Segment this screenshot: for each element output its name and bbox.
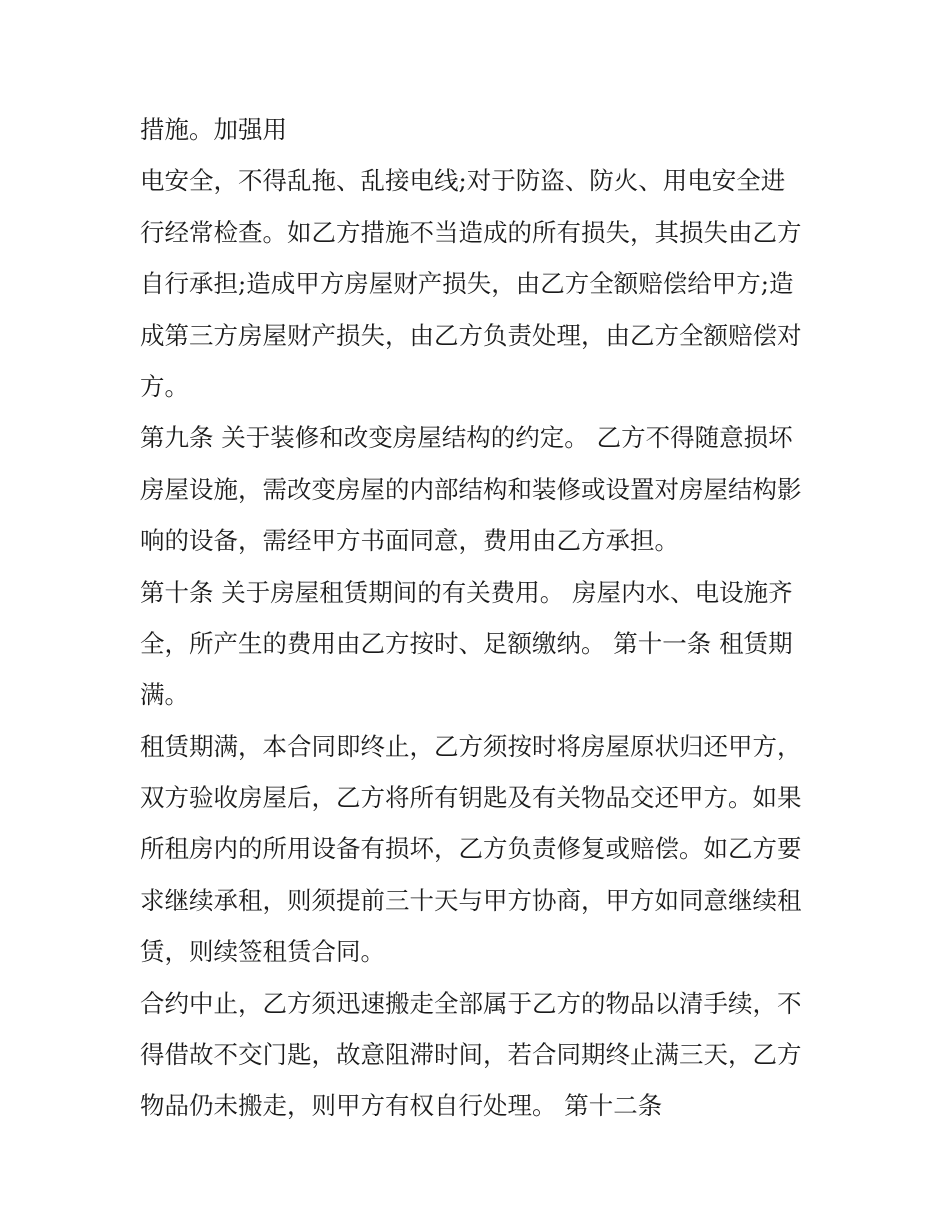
contract-text-body — [140, 104, 820, 1132]
text-line: 所租房内的所用设备有损坏，乙方负责修复或赔偿。如乙方要 — [140, 834, 802, 864]
text-line: 自行承担;造成甲方房屋财产损失，由乙方全额赔偿给甲方;造 — [140, 269, 794, 299]
text-line: 方。 — [140, 371, 189, 401]
text-line: 房屋设施，需改变房屋的内部结构和装修或设置对房屋结构影 — [140, 474, 802, 504]
text-line: 第九条 关于装修和改变房屋结构的约定。 乙方不得随意损坏 — [140, 423, 793, 453]
text-line: 全，所产生的费用由乙方按时、足额缴纳。 第十一条 租赁期 — [140, 628, 793, 658]
text-line: 成第三方房屋财产损失，由乙方负责处理，由乙方全额赔偿对 — [140, 320, 802, 350]
text-line: 赁，则续签租赁合同。 — [140, 937, 385, 967]
text-line: 合约中止，乙方须迅速搬走全部属于乙方的物品以清手续，不 — [140, 988, 802, 1018]
text-line: 得借故不交门匙，故意阻滞时间，若合同期终止满三天，乙方 — [140, 1040, 802, 1070]
text-line: 第十条 关于房屋租赁期间的有关费用。 房屋内水、电设施齐 — [140, 577, 793, 607]
text-line: 求继续承租，则须提前三十天与甲方协商，甲方如同意继续租 — [140, 885, 802, 915]
text-line: 措施。加强用 — [140, 115, 287, 144]
text-line: 物品仍未搬走，则甲方有权自行处理。 第十二条 — [140, 1091, 663, 1121]
text-line: 双方验收房屋后，乙方将所有钥匙及有关物品交还甲方。如果 — [140, 783, 802, 813]
text-line: 租赁期满，本合同即终止，乙方须按时将房屋原状归还甲方， — [140, 731, 802, 761]
text-line: 电安全，不得乱拖、乱接电线;对于防盗、防火、用电安全进 — [140, 166, 786, 196]
text-line: 响的设备，需经甲方书面同意，费用由乙方承担。 — [140, 526, 679, 556]
text-line: 满。 — [140, 680, 189, 710]
text-line: 行经常检查。如乙方措施不当造成的所有损失，其损失由乙方 — [140, 217, 802, 247]
